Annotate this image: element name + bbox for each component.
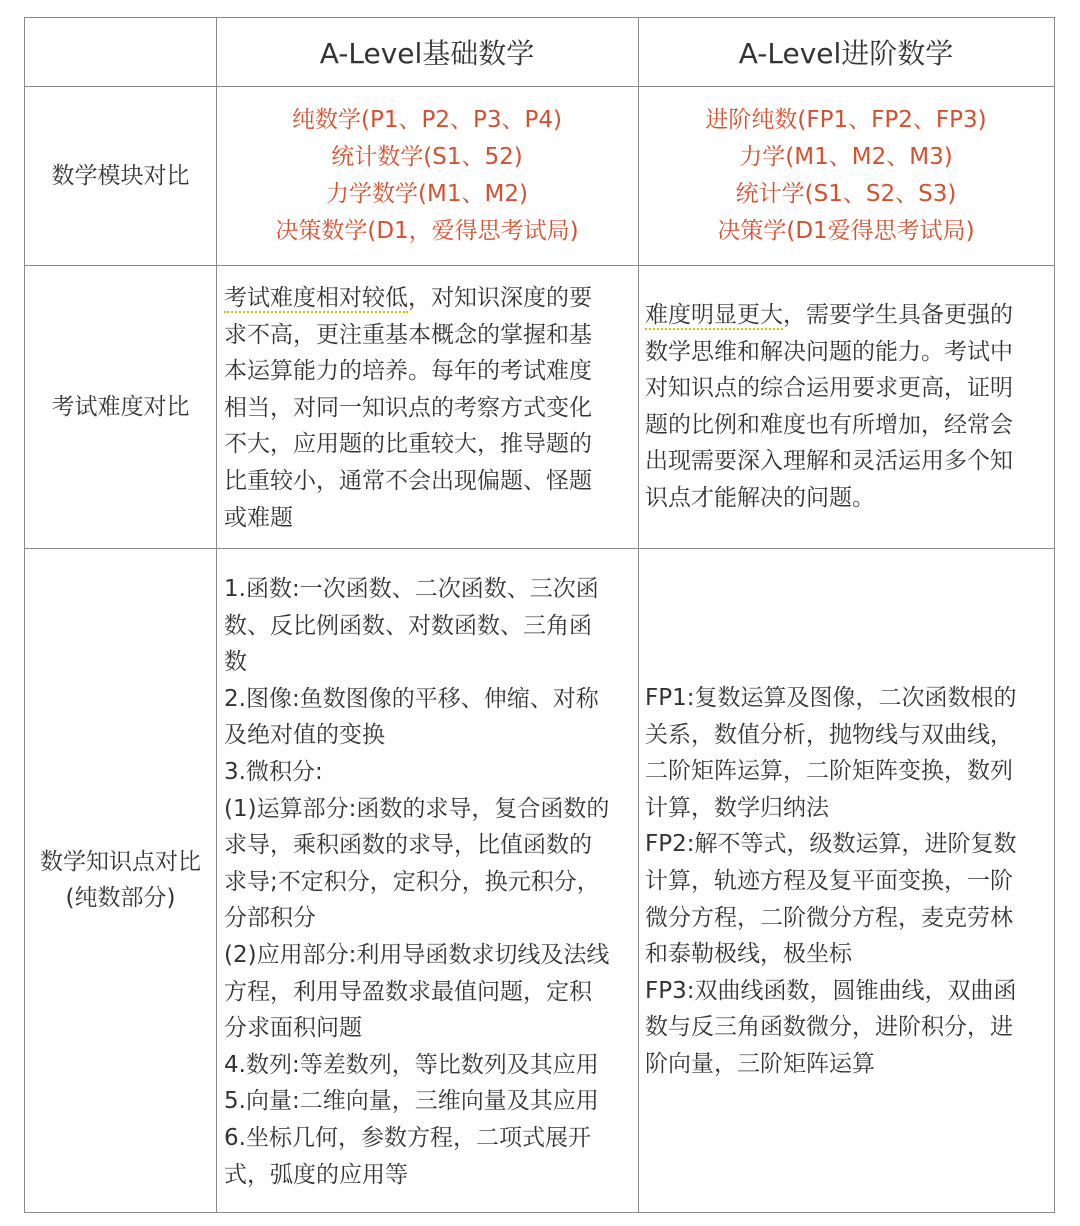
header-empty-cell [25, 18, 216, 86]
text-line: 分部积分 [224, 905, 316, 932]
text-line: FP3:双曲线函数，圆锥曲线，双曲函 [645, 977, 1017, 1004]
module-item: 力学(M1、M2、M3) [739, 143, 953, 170]
text-line: 或难题 [224, 504, 293, 531]
text-line: 求不高，更注重基本概念的掌握和基 [224, 321, 592, 348]
text-line: FP2:解不等式，级数运算，进阶复数 [645, 831, 1017, 858]
module-item: 纯数学(P1、P2、P3、P4) [292, 106, 562, 133]
header-advanced-math [638, 18, 1054, 86]
header-advanced-math-label: A-Level进阶数学 [738, 37, 954, 70]
module-item: 决策学(D1爱得思考试局) [717, 217, 975, 244]
row-label-modules [25, 86, 216, 265]
text-line: 比重较小，通常不会出现偏题、怪题 [224, 467, 592, 494]
text-line: 关系，数值分析，抛物线与双曲线， [645, 721, 1013, 748]
text-line: 求导，乘积函数的求导，比值函数的 [224, 832, 592, 859]
text-line: 数、反比例函数、对数函数、三角函 [224, 612, 592, 639]
text-line: 3.微积分: [224, 758, 323, 785]
module-item: 决策数学(D1，爱得思考试局) [275, 217, 579, 244]
text-line: 求导;不定积分，定积分，换元积分， [224, 868, 600, 895]
text-line: 式，弧度的应用等 [224, 1161, 408, 1188]
module-item: 统计学(S1、S2、S3) [735, 180, 957, 207]
text-line: 本运算能力的培养。每年的考试难度 [224, 358, 592, 385]
highlighted-phrase: 考试难度相对较低 [224, 285, 408, 311]
text-line: 4.数列:等差数列，等比数列及其应用 [224, 1051, 599, 1078]
text-line: 对知识点的综合运用要求更高，证明 [645, 375, 1013, 402]
row-label-knowledge [25, 548, 216, 1212]
text-line: 和泰勒极线，极坐标 [645, 941, 852, 968]
text-line: (2)应用部分:利用导函数求切线及法线 [224, 941, 610, 968]
module-item: 统计数学(S1、52) [331, 143, 523, 170]
text-line: 微分方程，二阶微分方程，麦克劳林 [645, 904, 1013, 931]
modules-advanced-cell [638, 86, 1054, 265]
row-label-difficulty [25, 265, 216, 548]
row-label-modules-text: 数学模块对比 [51, 162, 190, 189]
text-line: 及绝对值的变换 [224, 722, 385, 749]
knowledge-advanced-cell [645, 680, 1051, 1083]
text-line [645, 297, 1051, 334]
text-line: 相当，对同一知识点的考察方式变化 [224, 394, 592, 421]
text-fragment: ，需要学生具备更强的 [783, 302, 1013, 328]
row-label-knowledge-line: (纯数部分) [65, 885, 176, 911]
text-fragment: ，对知识深度的要 [408, 285, 592, 311]
row-label-knowledge-line: 数学知识点对比 [40, 849, 201, 875]
text-line [224, 280, 634, 317]
highlighted-phrase: 难度明显更大 [645, 302, 783, 328]
text-line: 2.图像:鱼数图像的平移、伸缩、对称 [224, 685, 599, 712]
text-line: 6.坐标几何，参数方程，二项式展开 [224, 1124, 591, 1151]
text-line: 1.函数:一次函数、二次函数、三次函 [224, 576, 599, 602]
text-line: 计算，轨迹方程及复平面变换，一阶 [645, 867, 1013, 894]
text-line: 分求面积问题 [224, 1015, 362, 1042]
text-line: 二阶矩阵运算，二阶矩阵变换，数列 [645, 758, 1013, 785]
module-item: 进阶纯数(FP1、FP2、FP3) [705, 106, 987, 133]
comparison-table [24, 17, 1055, 1213]
module-item: 力学数学(M1、M2) [326, 180, 528, 207]
text-line: FP1:复数运算及图像，二次函数根的 [645, 685, 1017, 711]
text-line: 数学思维和解决问题的能力。考试中 [645, 338, 1013, 365]
header-basic-math-label: A-Level基础数学 [319, 37, 535, 70]
difficulty-basic-cell [224, 280, 634, 536]
text-line: 数 [224, 649, 247, 676]
text-line: 不大，应用题的比重较大，推导题的 [224, 431, 592, 458]
header-basic-math [216, 18, 638, 86]
text-line: 阶向量，三阶矩阵运算 [645, 1050, 875, 1077]
text-line: 5.向量:二维向量，三维向量及其应用 [224, 1088, 599, 1115]
text-line: 方程，利用导盈数求最值问题，定积 [224, 978, 592, 1005]
text-line: (1)运算部分:函数的求导，复合函数的 [224, 795, 610, 822]
row-label-difficulty-text: 考试难度对比 [51, 393, 190, 420]
modules-basic-cell [216, 86, 638, 265]
text-line: 题的比例和难度也有所增加，经常会 [645, 411, 1013, 438]
text-line: 识点才能解决的问题。 [645, 484, 875, 511]
knowledge-basic-cell [224, 571, 636, 1193]
text-line: 计算，数学归纳法 [645, 794, 829, 821]
text-line: 出现需要深入理解和灵活运用多个知 [645, 448, 1013, 475]
difficulty-advanced-cell [645, 297, 1051, 517]
text-line: 数与反三角函数微分，进阶积分，进 [645, 1014, 1013, 1041]
